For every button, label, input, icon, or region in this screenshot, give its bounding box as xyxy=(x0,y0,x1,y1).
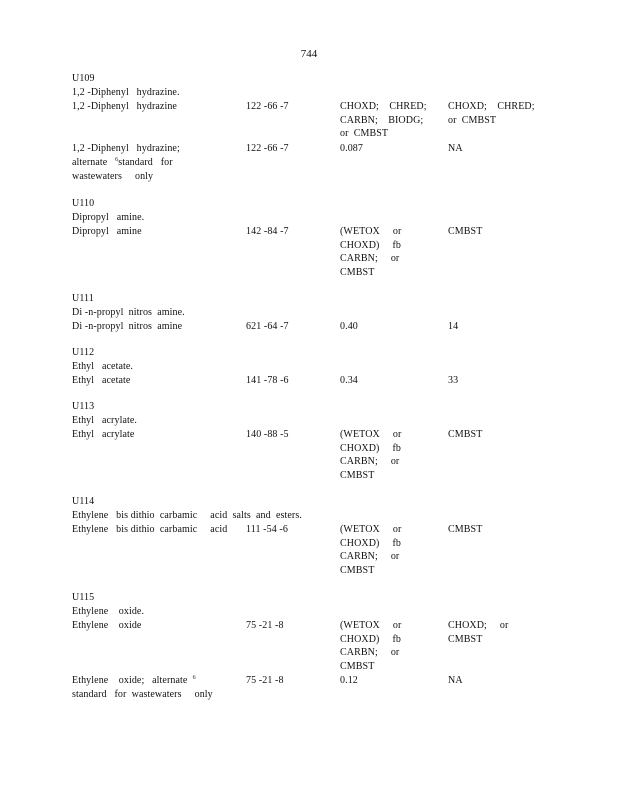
waste-description: 1,2 -Diphenyl hydrazine xyxy=(72,101,177,112)
waste-description: Di -n-propyl nitros amine xyxy=(72,321,183,332)
wastewater-standard: (WETOX or CHOXD) fb CARBN; or CMBST xyxy=(340,226,402,278)
cas-number: 75 -21 -8 xyxy=(246,675,284,686)
section-name: Ethyl acrylate. xyxy=(72,415,138,426)
footnote-marker: 6 xyxy=(115,157,119,163)
cas-number: 111 -54 -6 xyxy=(246,524,288,535)
wastewater-standard: (WETOX or CHOXD) fb CARBN; or CMBST xyxy=(340,429,402,481)
section-name: Ethylene bis dithio carbamic acid salts and esters. xyxy=(72,510,302,521)
cas-number: 621 -64 -7 xyxy=(246,321,289,332)
wastewater-standard: 0.087 xyxy=(340,143,363,154)
section-code: U115 xyxy=(72,592,95,603)
waste-description: Ethyl acrylate xyxy=(72,429,135,440)
nonwastewater-standard: 14 xyxy=(448,321,459,332)
nonwastewater-standard: 33 xyxy=(448,375,459,386)
section-name: Di -n-propyl nitros amine. xyxy=(72,307,185,318)
waste-description: 1,2 -Diphenyl hydrazine; xyxy=(72,143,180,154)
section-code: U110 xyxy=(72,198,95,209)
waste-description: wastewaters only xyxy=(72,171,154,182)
section-code: U112 xyxy=(72,347,95,358)
cas-number: 75 -21 -8 xyxy=(246,620,284,631)
nonwastewater-standard: NA xyxy=(448,143,463,154)
section-name: Ethylene oxide. xyxy=(72,606,145,617)
page-number: 744 xyxy=(300,48,318,60)
wastewater-standard: 0.34 xyxy=(340,375,358,386)
cas-number: 141 -78 -6 xyxy=(246,375,289,386)
nonwastewater-standard: CMBST xyxy=(448,226,483,237)
wastewater-standard: CHOXD; CHRED; CARBN; BIODG; or CMBST xyxy=(340,101,427,139)
waste-description: Ethyl acetate xyxy=(72,375,131,386)
nonwastewater-standard: CHOXD; or CMBST xyxy=(448,620,509,645)
wastewater-standard: 0.40 xyxy=(340,321,358,332)
cas-number: 142 -84 -7 xyxy=(246,226,289,237)
waste-description: alternate $^6$standard for xyxy=(72,157,173,168)
cas-number: 122 -66 -7 xyxy=(246,101,289,112)
waste-description: standard for wastewaters only xyxy=(72,689,213,700)
section-code: U109 xyxy=(72,73,95,84)
waste-description: Ethylene oxide xyxy=(72,620,142,631)
section-name: Ethyl acetate. xyxy=(72,361,134,372)
nonwastewater-standard: CHOXD; CHRED; or CMBST xyxy=(448,101,535,126)
nonwastewater-standard: CMBST xyxy=(448,524,483,535)
waste-description: Dipropyl amine xyxy=(72,226,142,237)
nonwastewater-standard: CMBST xyxy=(448,429,483,440)
section-name: Dipropyl amine. xyxy=(72,212,145,223)
wastewater-standard: 0.12 xyxy=(340,675,358,686)
waste-description: Ethylene oxide; alternate $^6$ xyxy=(72,675,196,686)
cas-number: 122 -66 -7 xyxy=(246,143,289,154)
section-code: U113 xyxy=(72,401,95,412)
section-code: U114 xyxy=(72,496,95,507)
footnote-marker: 6 xyxy=(192,675,196,681)
section-code: U111 xyxy=(72,293,94,304)
wastewater-standard: (WETOX or CHOXD) fb CARBN; or CMBST xyxy=(340,524,402,576)
nonwastewater-standard: NA xyxy=(448,675,463,686)
wastewater-standard: (WETOX or CHOXD) fb CARBN; or CMBST xyxy=(340,620,402,672)
cas-number: 140 -88 -5 xyxy=(246,429,289,440)
section-name: 1,2 -Diphenyl hydrazine. xyxy=(72,87,180,98)
waste-description: Ethylene bis dithio carbamic acid xyxy=(72,524,228,535)
